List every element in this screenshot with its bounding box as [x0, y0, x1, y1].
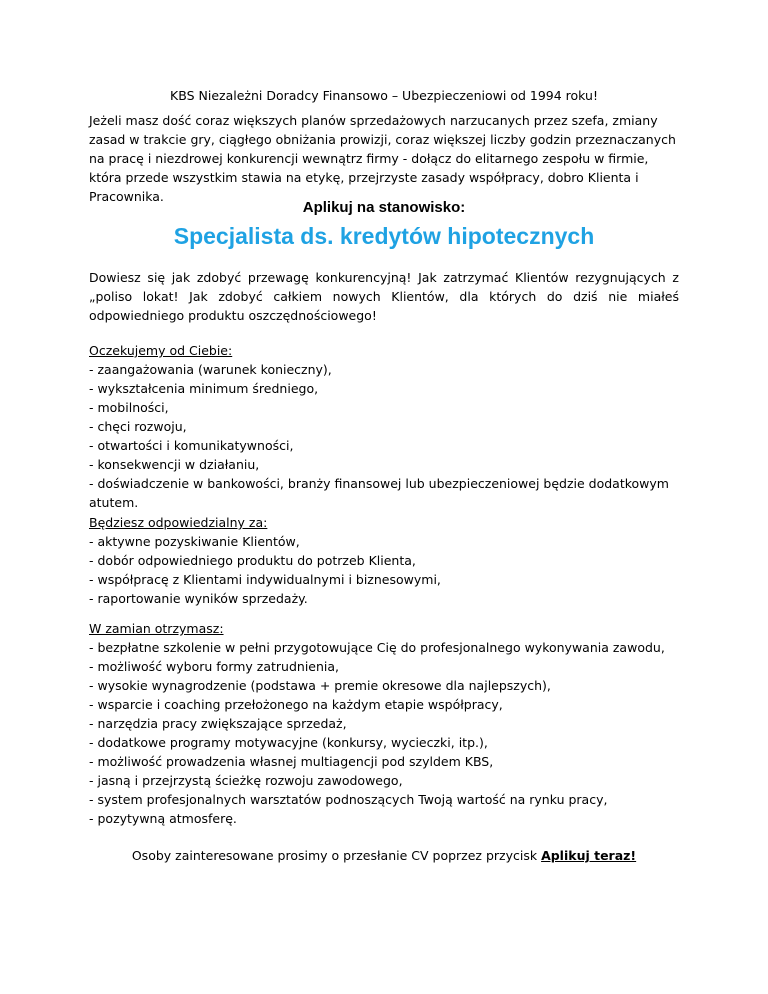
list-item: - możliwość wyboru formy zatrudnienia, [89, 659, 340, 674]
list-item: - bezpłatne szkolenie w pełni przygotowujące Cię do profesjonalnego wykonywania zawodu, [89, 640, 665, 655]
requirements-list [89, 360, 684, 512]
list-item: - jasną i przejrzystą ścieżkę rozwoju zawodowego, [89, 773, 403, 788]
footer-text: Osoby zainteresowane prosimy o przesłanie CV poprzez przycisk [131, 848, 542, 863]
list-item: - raportowanie wyników sprzedaży. [89, 591, 308, 606]
list-item: - otwartości i komunikatywności, [89, 438, 294, 453]
list-item: - zaangażowania (warunek konieczny), [89, 362, 332, 377]
responsibilities-list [89, 532, 684, 608]
list-item: - chęci rozwoju, [89, 419, 187, 434]
list-item: - doświadczenie w bankowości, branży finansowej lub ubezpieczeniowej będzie dodatkowym atutem. [89, 476, 669, 510]
list-item: - pozytywną atmosferę. [89, 811, 237, 826]
list-item: - wysokie wynagrodzenie (podstawa + premie okresowe dla najlepszych), [89, 678, 551, 693]
requirements-section [89, 341, 684, 512]
list-item: - dobór odpowiedniego produktu do potrzeb Klienta, [89, 553, 416, 568]
list-item: - wsparcie i coaching przełożonego na każdym etapie współpracy, [89, 697, 503, 712]
responsibilities-title: Będziesz odpowiedzialny za: [89, 515, 268, 530]
list-item: - możliwość prowadzenia własnej multiagencji pod szyldem KBS, [89, 754, 494, 769]
responsibilities-section [89, 513, 684, 608]
list-item: - mobilności, [89, 400, 169, 415]
requirements-title: Oczekujemy od Ciebie: [89, 343, 233, 358]
footer-line [0, 846, 768, 865]
company-header: KBS Niezależni Doradcy Finansowo – Ubezpieczeniowi od 1994 roku! [170, 88, 598, 103]
apply-heading: Aplikuj na stanowisko: [302, 199, 466, 216]
list-item: - konsekwencji w działaniu, [89, 457, 260, 472]
lead-paragraph: Dowiesz się jak zdobyć przewagę konkurencyjną! Jak zatrzymać Klientów rezygnujących z „poliso lokat! Jak zdobyć całkiem nowych Klientów, dla których do dziś nie miałeś odpowiedniego produktu oszczędnościowego! [89, 270, 679, 323]
list-item: - wykształcenia minimum średniego, [89, 381, 319, 396]
list-item: - narzędzia pracy zwiększające sprzedaż, [89, 716, 347, 731]
intro-paragraph: Jeżeli masz dość coraz większych planów sprzedażowych narzucanych przez szefa, zmiany zasad w trakcie gry, ciągłego obniżania prowizji, coraz większej liczby godzin przeznaczanych na pracę i niezdrowej konkurencji wewnątrz firmy - dołącz do elitarnego zespołu w firmie, która przede wszystkim stawia na etykę, przejrzyste zasady współpracy, dobro Klienta i Pracownika. [89, 113, 676, 204]
benefits-list [89, 638, 684, 828]
benefits-section [89, 619, 684, 828]
list-item: - aktywne pozyskiwanie Klientów, [89, 534, 300, 549]
list-item: - współpracę z Klientami indywidualnymi i biznesowymi, [89, 572, 441, 587]
benefits-title: W zamian otrzymasz: [89, 621, 224, 636]
list-item: - dodatkowe programy motywacyjne (konkursy, wycieczki, itp.), [89, 735, 488, 750]
apply-now-link[interactable]: Aplikuj teraz! [541, 848, 637, 863]
job-title: Specjalista ds. kredytów hipotecznych [173, 223, 595, 249]
list-item: - system profesjonalnych warsztatów podnoszących Twoją wartość na rynku pracy, [89, 792, 608, 807]
